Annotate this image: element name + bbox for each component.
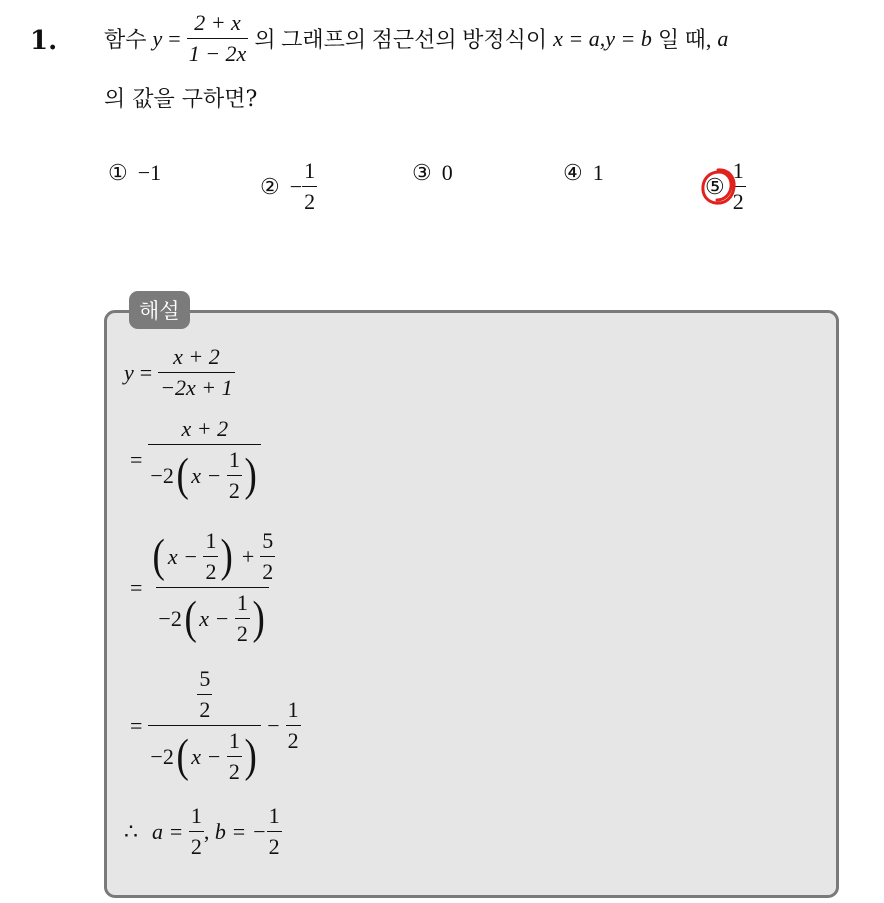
- choice-5-mark: ⑤: [705, 174, 725, 200]
- choice-2-mark: ②: [260, 173, 280, 199]
- step1-denominator: −2x + 1: [158, 372, 234, 399]
- choice-4[interactable]: [563, 160, 604, 186]
- b-equals: b = −: [214, 818, 267, 844]
- question-line-1: [104, 12, 728, 65]
- choice-3[interactable]: [412, 160, 453, 186]
- solution-step-2: [124, 418, 261, 502]
- therefore-symbol: ∴: [124, 818, 138, 844]
- function-numerator: 2 + x: [194, 10, 241, 35]
- choice-3-mark: ③: [412, 160, 432, 185]
- function-lhs: y: [152, 25, 163, 51]
- step2-denominator: −2 ( x − $\frac{1}{2}$ ): [148, 444, 261, 502]
- step1-lhs: y: [124, 359, 134, 385]
- step3-equals: =: [130, 574, 143, 600]
- answer-circle-icon: [698, 166, 738, 208]
- question-text-middle: 의 그래프의 점근선의 방정식이: [254, 27, 548, 52]
- conclusion-comma: ,: [203, 818, 210, 844]
- step1-numerator: x + 2: [173, 344, 220, 369]
- question-prefix: 함수: [104, 27, 147, 52]
- equals-sign: =: [168, 25, 181, 51]
- asymptote-1: x = a: [553, 25, 600, 51]
- step1-fraction: [158, 346, 234, 399]
- variable-a: a: [717, 25, 729, 51]
- step4-numerator: $\frac{5}{2}$: [199, 666, 211, 722]
- choice-2-denominator: 2: [302, 186, 317, 213]
- choice-2-sign: −: [289, 173, 303, 199]
- choice-2[interactable]: [260, 160, 317, 213]
- step4-minus: −: [267, 712, 280, 738]
- choice-1-value: −1: [137, 160, 162, 185]
- step4-equals: =: [130, 712, 143, 738]
- b-value: $\frac{1}{2}$: [268, 803, 280, 859]
- step4-denominator: −2 ( x − $\frac{1}{2}$ ): [148, 725, 261, 783]
- step4-fraction: [148, 668, 261, 783]
- asymptote-comma: ,: [599, 25, 606, 51]
- step3-denominator: −2 ( x − $\frac{1}{2}$ ): [156, 587, 269, 645]
- solution-step-3: [124, 530, 277, 645]
- choice-4-value: 1: [592, 160, 604, 185]
- choice-2-fraction: [302, 160, 317, 213]
- step2-equals: =: [130, 447, 143, 472]
- choice-5-denominator: 2: [731, 186, 746, 213]
- choice-1-mark: ①: [108, 160, 128, 185]
- asymptote-2: y = b: [605, 25, 652, 51]
- choice-5-numerator: 1: [732, 158, 744, 183]
- choice-2-numerator: 1: [304, 158, 316, 183]
- step1-equals: =: [139, 359, 153, 385]
- solution-conclusion: [124, 805, 282, 858]
- step4-sub-fraction: $\frac{1}{2}$: [287, 697, 299, 753]
- step3-numerator: ( x − $\frac{1}{2}$ ) + $\frac{5}{2}$: [152, 528, 274, 584]
- solution-tab: 해설: [129, 291, 190, 329]
- choice-4-mark: ④: [563, 160, 583, 185]
- a-equals: a =: [152, 818, 184, 844]
- function-denominator: 1 − 2x: [187, 38, 249, 65]
- question-line-2: 의 값을 구하면?: [104, 87, 258, 112]
- answer-circle-stroke: [703, 169, 734, 202]
- function-fraction: [187, 12, 249, 65]
- solution-step-1: [124, 346, 235, 399]
- choice-5[interactable]: [705, 160, 746, 213]
- a-value: $\frac{1}{2}$: [190, 803, 202, 859]
- choice-3-value: 0: [441, 160, 453, 185]
- question-number: 1.: [30, 26, 58, 56]
- question-text-when: 일 때,: [657, 27, 712, 52]
- step2-fraction: [148, 418, 261, 502]
- step3-fraction: [148, 530, 277, 645]
- solution-step-4: [124, 668, 301, 783]
- choice-1[interactable]: [108, 160, 161, 186]
- step2-numerator: x + 2: [181, 416, 229, 441]
